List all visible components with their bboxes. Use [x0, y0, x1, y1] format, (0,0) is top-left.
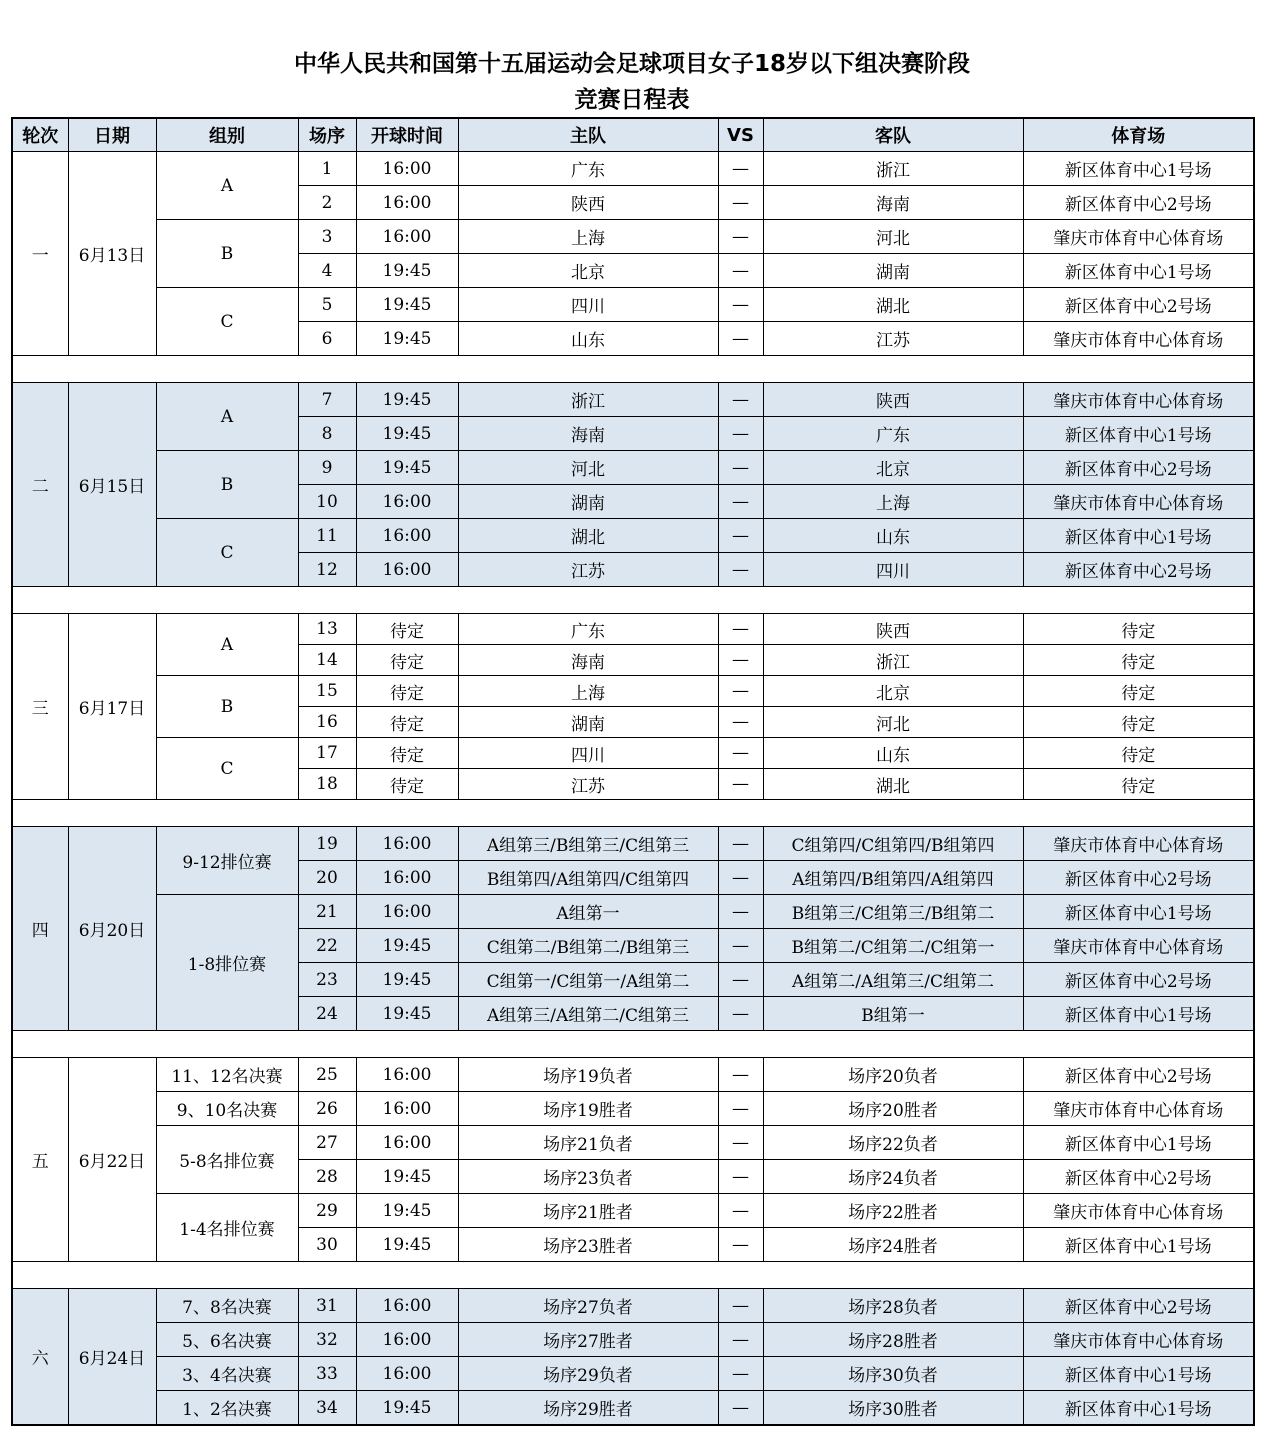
match-no-cell: 3	[298, 220, 356, 254]
round-separator	[12, 1262, 1254, 1289]
home-team-cell: 湖南	[458, 707, 718, 738]
round-cell: 一	[12, 152, 68, 356]
match-no-cell: 30	[298, 1228, 356, 1262]
home-team-cell: 四川	[458, 288, 718, 322]
away-team-cell: 场序22胜者	[763, 1194, 1023, 1228]
header-cell: 日期	[68, 118, 156, 152]
away-team-cell: B组第一	[763, 997, 1023, 1031]
away-team-cell: 场序28胜者	[763, 1323, 1023, 1357]
home-team-cell: 场序23胜者	[458, 1228, 718, 1262]
kickoff-time-cell: 19:45	[356, 1194, 458, 1228]
match-no-cell: 9	[298, 451, 356, 485]
match-no-cell: 19	[298, 827, 356, 861]
round-cell: 六	[12, 1289, 68, 1426]
venue-cell: 肇庆市体育中心体育场	[1023, 322, 1254, 356]
round-separator	[12, 1031, 1254, 1058]
away-team-cell: B组第二/C组第二/C组第一	[763, 929, 1023, 963]
home-team-cell: 场序23负者	[458, 1160, 718, 1194]
away-team-cell: 上海	[763, 485, 1023, 519]
vs-cell: —	[718, 288, 763, 322]
vs-cell: —	[718, 383, 763, 417]
kickoff-time-cell: 16:00	[356, 186, 458, 220]
table-row	[12, 383, 1254, 417]
away-team-cell: 湖北	[763, 769, 1023, 800]
home-team-cell: C组第一/C组第一/A组第二	[458, 963, 718, 997]
table-row	[12, 1323, 1254, 1357]
venue-cell: 肇庆市体育中心体育场	[1023, 827, 1254, 861]
separator-cell	[12, 356, 1254, 383]
table-row	[12, 614, 1254, 645]
home-team-cell: 场序19胜者	[458, 1092, 718, 1126]
home-team-cell: 湖北	[458, 519, 718, 553]
group-cell: 7、8名决赛	[156, 1289, 298, 1323]
table-row	[12, 1289, 1254, 1323]
date-cell: 6月22日	[68, 1058, 156, 1262]
header-cell: 客队	[763, 118, 1023, 152]
group-cell: B	[156, 451, 298, 519]
venue-cell: 肇庆市体育中心体育场	[1023, 220, 1254, 254]
round-cell: 四	[12, 827, 68, 1031]
vs-cell: —	[718, 417, 763, 451]
group-cell: C	[156, 519, 298, 587]
table-row	[12, 1357, 1254, 1391]
group-cell: 11、12名决赛	[156, 1058, 298, 1092]
round-block	[12, 827, 1254, 1031]
table-row	[12, 1391, 1254, 1426]
kickoff-time-cell: 16:00	[356, 485, 458, 519]
vs-cell: —	[718, 614, 763, 645]
venue-cell: 新区体育中心1号场	[1023, 519, 1254, 553]
away-team-cell: 陕西	[763, 383, 1023, 417]
away-team-cell: 场序24胜者	[763, 1228, 1023, 1262]
separator-cell	[12, 1262, 1254, 1289]
table-row	[12, 152, 1254, 186]
venue-cell: 新区体育中心1号场	[1023, 1228, 1254, 1262]
match-no-cell: 13	[298, 614, 356, 645]
home-team-cell: 场序29负者	[458, 1357, 718, 1391]
venue-cell: 肇庆市体育中心体育场	[1023, 485, 1254, 519]
separator-cell	[12, 587, 1254, 614]
schedule-table	[11, 117, 1255, 1426]
away-team-cell: 江苏	[763, 322, 1023, 356]
home-team-cell: A组第三/B组第三/C组第三	[458, 827, 718, 861]
venue-cell: 新区体育中心1号场	[1023, 1126, 1254, 1160]
vs-cell: —	[718, 1092, 763, 1126]
venue-cell: 肇庆市体育中心体育场	[1023, 929, 1254, 963]
date-cell: 6月24日	[68, 1289, 156, 1426]
kickoff-time-cell: 16:00	[356, 1126, 458, 1160]
away-team-cell: 北京	[763, 451, 1023, 485]
vs-cell: —	[718, 254, 763, 288]
round-cell: 五	[12, 1058, 68, 1262]
match-no-cell: 11	[298, 519, 356, 553]
venue-cell: 肇庆市体育中心体育场	[1023, 383, 1254, 417]
kickoff-time-cell: 19:45	[356, 254, 458, 288]
away-team-cell: 山东	[763, 738, 1023, 769]
match-no-cell: 22	[298, 929, 356, 963]
home-team-cell: 场序21胜者	[458, 1194, 718, 1228]
kickoff-time-cell: 19:45	[356, 1391, 458, 1426]
away-team-cell: 场序30胜者	[763, 1391, 1023, 1426]
venue-cell: 待定	[1023, 738, 1254, 769]
match-no-cell: 5	[298, 288, 356, 322]
venue-cell: 待定	[1023, 769, 1254, 800]
header-row	[12, 118, 1254, 152]
match-no-cell: 21	[298, 895, 356, 929]
kickoff-time-cell: 16:00	[356, 152, 458, 186]
date-cell: 6月15日	[68, 383, 156, 587]
venue-cell: 肇庆市体育中心体育场	[1023, 1092, 1254, 1126]
kickoff-time-cell: 19:45	[356, 1160, 458, 1194]
vs-cell: —	[718, 1289, 763, 1323]
match-no-cell: 15	[298, 676, 356, 707]
away-team-cell: 场序20负者	[763, 1058, 1023, 1092]
kickoff-time-cell: 16:00	[356, 861, 458, 895]
away-team-cell: 场序28负者	[763, 1289, 1023, 1323]
home-team-cell: 场序29胜者	[458, 1391, 718, 1426]
vs-cell: —	[718, 738, 763, 769]
home-team-cell: A组第一	[458, 895, 718, 929]
kickoff-time-cell: 19:45	[356, 451, 458, 485]
venue-cell: 新区体育中心1号场	[1023, 254, 1254, 288]
vs-cell: —	[718, 1391, 763, 1426]
home-team-cell: 江苏	[458, 769, 718, 800]
home-team-cell: 场序21负者	[458, 1126, 718, 1160]
group-cell: 5、6名决赛	[156, 1323, 298, 1357]
header-cell: 开球时间	[356, 118, 458, 152]
home-team-cell: 陕西	[458, 186, 718, 220]
vs-cell: —	[718, 220, 763, 254]
venue-cell: 待定	[1023, 676, 1254, 707]
table-row	[12, 220, 1254, 254]
page-subtitle: 竞赛日程表	[574, 87, 690, 113]
kickoff-time-cell: 待定	[356, 707, 458, 738]
home-team-cell: 湖南	[458, 485, 718, 519]
venue-cell: 新区体育中心1号场	[1023, 417, 1254, 451]
home-team-cell: 上海	[458, 220, 718, 254]
separator-cell	[12, 1031, 1254, 1058]
venue-cell: 新区体育中心2号场	[1023, 1160, 1254, 1194]
group-cell: A	[156, 383, 298, 451]
round-block	[12, 152, 1254, 356]
table-row	[12, 1058, 1254, 1092]
vs-cell: —	[718, 676, 763, 707]
kickoff-time-cell: 16:00	[356, 553, 458, 587]
date-cell: 6月13日	[68, 152, 156, 356]
venue-cell: 新区体育中心2号场	[1023, 1289, 1254, 1323]
kickoff-time-cell: 19:45	[356, 322, 458, 356]
venue-cell: 新区体育中心2号场	[1023, 553, 1254, 587]
vs-cell: —	[718, 322, 763, 356]
match-no-cell: 2	[298, 186, 356, 220]
away-team-cell: 广东	[763, 417, 1023, 451]
match-no-cell: 20	[298, 861, 356, 895]
venue-cell: 新区体育中心2号场	[1023, 861, 1254, 895]
venue-cell: 新区体育中心1号场	[1023, 1357, 1254, 1391]
venue-cell: 肇庆市体育中心体育场	[1023, 1323, 1254, 1357]
away-team-cell: 海南	[763, 186, 1023, 220]
venue-cell: 待定	[1023, 707, 1254, 738]
header-cell: 场序	[298, 118, 356, 152]
home-team-cell: 四川	[458, 738, 718, 769]
kickoff-time-cell: 待定	[356, 769, 458, 800]
table-row	[12, 827, 1254, 861]
kickoff-time-cell: 16:00	[356, 1289, 458, 1323]
vs-cell: —	[718, 929, 763, 963]
separator-cell	[12, 800, 1254, 827]
match-no-cell: 8	[298, 417, 356, 451]
venue-cell: 新区体育中心1号场	[1023, 1391, 1254, 1426]
vs-cell: —	[718, 895, 763, 929]
kickoff-time-cell: 19:45	[356, 1228, 458, 1262]
header-cell: 轮次	[12, 118, 68, 152]
vs-cell: —	[718, 519, 763, 553]
away-team-cell: 河北	[763, 220, 1023, 254]
venue-cell: 新区体育中心2号场	[1023, 1058, 1254, 1092]
venue-cell: 新区体育中心2号场	[1023, 451, 1254, 485]
group-cell: B	[156, 220, 298, 288]
venue-cell: 新区体育中心1号场	[1023, 152, 1254, 186]
venue-cell: 新区体育中心2号场	[1023, 288, 1254, 322]
home-team-cell: C组第二/B组第二/B组第三	[458, 929, 718, 963]
kickoff-time-cell: 19:45	[356, 997, 458, 1031]
match-no-cell: 24	[298, 997, 356, 1031]
group-cell: C	[156, 288, 298, 356]
venue-cell: 新区体育中心1号场	[1023, 895, 1254, 929]
kickoff-time-cell: 16:00	[356, 895, 458, 929]
home-team-cell: 场序27负者	[458, 1289, 718, 1323]
away-team-cell: 陕西	[763, 614, 1023, 645]
away-team-cell: 湖南	[763, 254, 1023, 288]
round-cell: 二	[12, 383, 68, 587]
vs-cell: —	[718, 186, 763, 220]
group-cell: 1、2名决赛	[156, 1391, 298, 1426]
match-no-cell: 28	[298, 1160, 356, 1194]
header-cell: 组别	[156, 118, 298, 152]
group-cell: C	[156, 738, 298, 800]
away-team-cell: 河北	[763, 707, 1023, 738]
match-no-cell: 23	[298, 963, 356, 997]
kickoff-time-cell: 16:00	[356, 1058, 458, 1092]
away-team-cell: 场序24负者	[763, 1160, 1023, 1194]
kickoff-time-cell: 19:45	[356, 288, 458, 322]
match-no-cell: 4	[298, 254, 356, 288]
home-team-cell: 海南	[458, 417, 718, 451]
vs-cell: —	[718, 827, 763, 861]
home-team-cell: 浙江	[458, 383, 718, 417]
venue-cell: 新区体育中心2号场	[1023, 186, 1254, 220]
table-row	[12, 738, 1254, 769]
away-team-cell: 场序20胜者	[763, 1092, 1023, 1126]
kickoff-time-cell: 待定	[356, 738, 458, 769]
date-cell: 6月17日	[68, 614, 156, 800]
round-separator	[12, 356, 1254, 383]
vs-cell: —	[718, 1357, 763, 1391]
table-row	[12, 895, 1254, 929]
table-row	[12, 519, 1254, 553]
vs-cell: —	[718, 997, 763, 1031]
match-no-cell: 29	[298, 1194, 356, 1228]
kickoff-time-cell: 16:00	[356, 1357, 458, 1391]
kickoff-time-cell: 19:45	[356, 963, 458, 997]
group-cell: A	[156, 152, 298, 220]
vs-cell: —	[718, 1323, 763, 1357]
away-team-cell: 四川	[763, 553, 1023, 587]
away-team-cell: 山东	[763, 519, 1023, 553]
vs-cell: —	[718, 963, 763, 997]
venue-cell: 待定	[1023, 645, 1254, 676]
group-cell: 5-8名排位赛	[156, 1126, 298, 1194]
kickoff-time-cell: 19:45	[356, 383, 458, 417]
group-cell: 1-8排位赛	[156, 895, 298, 1031]
home-team-cell: A组第三/A组第二/C组第三	[458, 997, 718, 1031]
match-no-cell: 33	[298, 1357, 356, 1391]
away-team-cell: 场序30负者	[763, 1357, 1023, 1391]
vs-cell: —	[718, 485, 763, 519]
home-team-cell: 河北	[458, 451, 718, 485]
header-cell: 主队	[458, 118, 718, 152]
kickoff-time-cell: 16:00	[356, 519, 458, 553]
group-cell: 9-12排位赛	[156, 827, 298, 895]
venue-cell: 新区体育中心2号场	[1023, 963, 1254, 997]
home-team-cell: 山东	[458, 322, 718, 356]
vs-cell: —	[718, 1228, 763, 1262]
home-team-cell: 场序19负者	[458, 1058, 718, 1092]
vs-cell: —	[718, 1160, 763, 1194]
away-team-cell: 湖北	[763, 288, 1023, 322]
match-no-cell: 16	[298, 707, 356, 738]
vs-cell: —	[718, 152, 763, 186]
round-block	[12, 1289, 1254, 1426]
vs-cell: —	[718, 553, 763, 587]
table-row	[12, 1194, 1254, 1228]
match-no-cell: 18	[298, 769, 356, 800]
round-block	[12, 383, 1254, 587]
away-team-cell: 浙江	[763, 152, 1023, 186]
match-no-cell: 34	[298, 1391, 356, 1426]
round-cell: 三	[12, 614, 68, 800]
page-title: 中华人民共和国第十五届运动会足球项目女子18岁以下组决赛阶段	[293, 51, 970, 77]
home-team-cell: 广东	[458, 614, 718, 645]
match-no-cell: 10	[298, 485, 356, 519]
vs-cell: —	[718, 707, 763, 738]
home-team-cell: 北京	[458, 254, 718, 288]
venue-cell: 肇庆市体育中心体育场	[1023, 1194, 1254, 1228]
away-team-cell: B组第三/C组第三/B组第二	[763, 895, 1023, 929]
vs-cell: —	[718, 1058, 763, 1092]
kickoff-time-cell: 19:45	[356, 929, 458, 963]
group-cell: 9、10名决赛	[156, 1092, 298, 1126]
header-cell: VS	[718, 118, 763, 152]
match-no-cell: 6	[298, 322, 356, 356]
kickoff-time-cell: 待定	[356, 614, 458, 645]
away-team-cell: 浙江	[763, 645, 1023, 676]
match-no-cell: 12	[298, 553, 356, 587]
round-separator	[12, 800, 1254, 827]
match-no-cell: 14	[298, 645, 356, 676]
round-separator	[12, 587, 1254, 614]
kickoff-time-cell: 待定	[356, 676, 458, 707]
home-team-cell: 江苏	[458, 553, 718, 587]
kickoff-time-cell: 16:00	[356, 827, 458, 861]
vs-cell: —	[718, 645, 763, 676]
header-cell: 体育场	[1023, 118, 1254, 152]
vs-cell: —	[718, 769, 763, 800]
vs-cell: —	[718, 1194, 763, 1228]
away-team-cell: A组第二/A组第三/C组第二	[763, 963, 1023, 997]
vs-cell: —	[718, 451, 763, 485]
match-no-cell: 1	[298, 152, 356, 186]
home-team-cell: 海南	[458, 645, 718, 676]
vs-cell: —	[718, 861, 763, 895]
match-no-cell: 32	[298, 1323, 356, 1357]
home-team-cell: 场序27胜者	[458, 1323, 718, 1357]
match-no-cell: 26	[298, 1092, 356, 1126]
kickoff-time-cell: 19:45	[356, 417, 458, 451]
away-team-cell: A组第四/B组第四/A组第四	[763, 861, 1023, 895]
round-block	[12, 1058, 1254, 1262]
away-team-cell: 北京	[763, 676, 1023, 707]
table-row	[12, 1092, 1254, 1126]
kickoff-time-cell: 16:00	[356, 1092, 458, 1126]
kickoff-time-cell: 16:00	[356, 1323, 458, 1357]
table-row	[12, 676, 1254, 707]
home-team-cell: 广东	[458, 152, 718, 186]
venue-cell: 待定	[1023, 614, 1254, 645]
match-no-cell: 27	[298, 1126, 356, 1160]
kickoff-time-cell: 待定	[356, 645, 458, 676]
vs-cell: —	[718, 1126, 763, 1160]
table-row	[12, 288, 1254, 322]
table-row	[12, 1126, 1254, 1160]
date-cell: 6月20日	[68, 827, 156, 1031]
table-row	[12, 451, 1254, 485]
group-cell: A	[156, 614, 298, 676]
match-no-cell: 7	[298, 383, 356, 417]
group-cell: B	[156, 676, 298, 738]
away-team-cell: C组第四/C组第四/B组第四	[763, 827, 1023, 861]
match-no-cell: 17	[298, 738, 356, 769]
group-cell: 3、4名决赛	[156, 1357, 298, 1391]
venue-cell: 新区体育中心1号场	[1023, 997, 1254, 1031]
home-team-cell: B组第四/A组第四/C组第四	[458, 861, 718, 895]
match-no-cell: 31	[298, 1289, 356, 1323]
match-no-cell: 25	[298, 1058, 356, 1092]
kickoff-time-cell: 16:00	[356, 220, 458, 254]
away-team-cell: 场序22负者	[763, 1126, 1023, 1160]
group-cell: 1-4名排位赛	[156, 1194, 298, 1262]
round-block	[12, 614, 1254, 800]
home-team-cell: 上海	[458, 676, 718, 707]
